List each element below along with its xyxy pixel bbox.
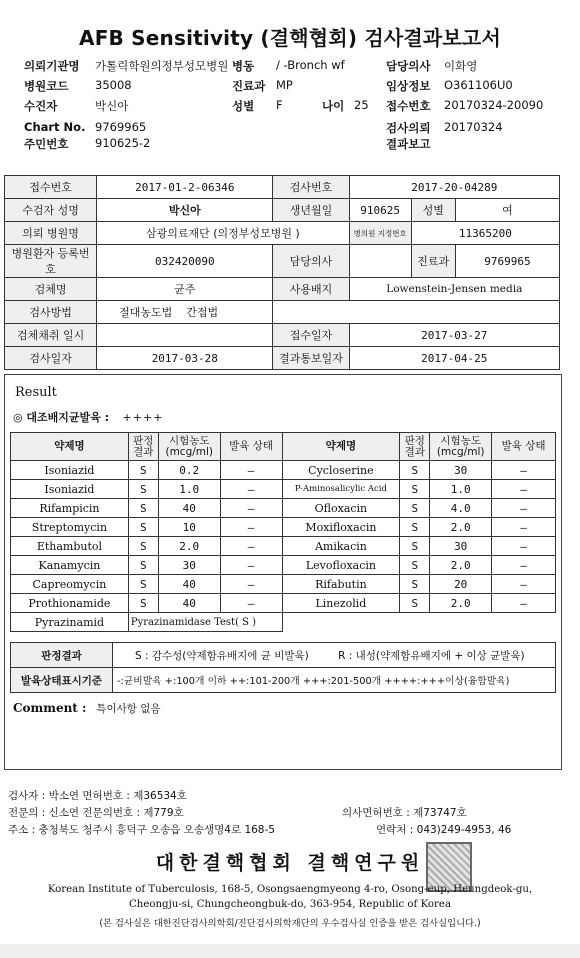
drug-name: Isoniazid [11, 480, 129, 499]
dept: 9769965 [455, 245, 559, 278]
drug-result: S [128, 518, 158, 537]
culture-growth [13, 409, 163, 425]
dept-label: 진료과 [232, 79, 266, 93]
table-row [11, 518, 556, 537]
table-row [11, 461, 556, 480]
judge-s: S : 감수성(약제함유배지에 균 비발육) [135, 649, 309, 662]
result-heading: Result [15, 385, 57, 400]
drug-result: S [128, 575, 158, 594]
drug-concentration: 4.0 [430, 499, 492, 518]
col-conc: 시험농도 (mcg/ml) [430, 433, 492, 461]
table-row [11, 480, 556, 499]
col-judge: 판정 결과 [128, 433, 158, 461]
drug-concentration: 40 [158, 499, 220, 518]
sex-value: F [276, 98, 283, 112]
method-2: 간접법 [186, 306, 219, 319]
drug-growth: – [492, 575, 556, 594]
drug-concentration: 30 [430, 461, 492, 480]
ward-value: / -Bronch wf [276, 58, 345, 72]
col-conc: 시험농도 (mcg/ml) [158, 433, 220, 461]
doctor-value: 이화영 [444, 59, 478, 73]
growth-legend: -:균비발육 +:100개 이하 ++:101-200개 +++:201-500개 ++++:+++이상(융합발육) [113, 668, 556, 693]
reg-label: 병원환자 등록번호 [5, 245, 97, 278]
drug-growth: – [492, 499, 556, 518]
drug-growth: – [492, 480, 556, 499]
judge-legend [113, 643, 556, 668]
report-label: 결과보고 [386, 137, 431, 151]
drug-result: S [400, 480, 430, 499]
name-label: 수검자 성명 [5, 199, 97, 222]
receipt-value: 20170324-20090 [444, 98, 544, 112]
method-label: 검사방법 [5, 301, 97, 324]
medium-label: 사용배지 [273, 278, 349, 301]
drug-result: S [128, 499, 158, 518]
hospital: 삼광의료재단 (의정부성모병원 ) [97, 222, 349, 245]
accept: 2017-03-27 [349, 324, 559, 347]
drug-concentration: 2.0 [430, 518, 492, 537]
method-blank [273, 301, 560, 324]
drug-name: Moxifloxacin [282, 518, 400, 537]
contact-line: 연락처 : 043)249-4953, 46 [376, 824, 512, 836]
doctor-label: 담당의사 [273, 245, 349, 278]
certification-note: (본 검사실은 대한진단검사의학회/진단검사의학재단의 우수검사실 인증을 받은 검사실입니다.) [99, 918, 481, 929]
notify: 2017-04-25 [349, 347, 559, 370]
drug-growth: – [492, 556, 556, 575]
drug-result: S [400, 575, 430, 594]
col-growth: 발육 상태 [220, 433, 282, 461]
drug-growth: – [220, 461, 282, 480]
drug-concentration: 0.2 [158, 461, 220, 480]
drug-name: Ethambutol [11, 537, 129, 556]
drug-result: S [128, 537, 158, 556]
drug-name: Kanamycin [11, 556, 129, 575]
table-row [11, 594, 556, 613]
patient-label: 수진자 [24, 99, 58, 113]
drug-name: Amikacin [282, 537, 400, 556]
designated: 11365200 [411, 222, 559, 245]
method [97, 301, 273, 324]
chart-label: Chart No. [24, 120, 86, 134]
comment-label: Comment : [13, 701, 87, 715]
sex: 여 [455, 199, 559, 222]
age-label: 나이 [322, 99, 345, 113]
drug-growth: – [220, 594, 282, 613]
drug-result: S [400, 556, 430, 575]
drug-result: S [400, 518, 430, 537]
drug-growth: – [220, 556, 282, 575]
table-row [11, 575, 556, 594]
doctor [349, 245, 411, 278]
org-address-en-1: Korean Institute of Tuberculosis, 168-5, Osongsaengmyeong 4-ro, Osong-eup, Heungdeok-gu, [47, 884, 533, 895]
drug-concentration: 40 [158, 575, 220, 594]
collect [97, 324, 273, 347]
drug-concentration: 2.0 [430, 594, 492, 613]
rrn-label: 주민번호 [24, 137, 69, 151]
col-drug: 약제명 [11, 433, 129, 461]
sex-label: 성별 [411, 199, 455, 222]
drug-result: S [128, 594, 158, 613]
judge-r: R : 내성(약제함유배지에 + 이상 균발육) [338, 649, 525, 662]
drug-name: Cycloserine [282, 461, 400, 480]
method-1: 절대농도법 [119, 306, 173, 319]
patient-value: 박신아 [95, 99, 129, 113]
drug-name: Linezolid [282, 594, 400, 613]
comment [13, 701, 161, 716]
specimen: 균주 [97, 278, 273, 301]
drug-name: Pyrazinamid [11, 613, 129, 632]
legend-table [10, 642, 556, 693]
culture-value: ++++ [122, 411, 164, 424]
table-row [11, 499, 556, 518]
page-bottom-bar [0, 944, 580, 958]
drug-concentration: 2.0 [430, 556, 492, 575]
institution-label: 의뢰기관명 [24, 59, 80, 73]
tester-line: 검사자 : 박소연 면허번호 : 제36534호 [8, 790, 187, 802]
table-row [11, 537, 556, 556]
birth-label: 생년월일 [273, 199, 349, 222]
empty-cell [282, 613, 556, 632]
receipt-no-label: 접수번호 [5, 176, 97, 199]
drug-growth: – [492, 518, 556, 537]
drug-growth: – [492, 594, 556, 613]
col-drug: 약제명 [282, 433, 400, 461]
drug-growth: – [492, 537, 556, 556]
drug-growth: – [492, 461, 556, 480]
dept-value: MP [276, 78, 293, 92]
birth: 910625 [349, 199, 411, 222]
test-no-label: 검사번호 [273, 176, 349, 199]
col-judge: 판정 결과 [400, 433, 430, 461]
drug-growth: – [220, 499, 282, 518]
testdate: 2017-03-28 [97, 347, 273, 370]
drug-growth: – [220, 480, 282, 499]
patient-name: 박신아 [97, 199, 273, 222]
chart-value: 9769965 [95, 120, 147, 134]
specimen-info-table [4, 175, 560, 370]
testdate-label: 검사일자 [5, 347, 97, 370]
comment-value: 특이사항 없음 [96, 703, 161, 715]
test-no: 2017-20-04289 [349, 176, 559, 199]
drug-concentration: 30 [158, 556, 220, 575]
accept-label: 접수일자 [273, 324, 349, 347]
report-title: AFB Sensitivity (결핵협회) 검사결과보고서 [79, 26, 501, 50]
institution-value: 가톨릭학원의정부성모병원 [95, 59, 229, 73]
drug-name: Rifampicin [11, 499, 129, 518]
drug-concentration: 10 [158, 518, 220, 537]
sex-label: 성별 [232, 99, 255, 113]
drug-name: Levofloxacin [282, 556, 400, 575]
susceptibility-table [10, 432, 556, 632]
drug-growth: – [220, 518, 282, 537]
rrn-value: 910625-2 [95, 136, 151, 150]
pza-result: Pyrazinamidase Test( S ) [128, 613, 282, 632]
clinical-value: O361106U0 [444, 78, 513, 92]
drug-result: S [400, 594, 430, 613]
drug-growth: – [220, 537, 282, 556]
result-box [4, 374, 562, 770]
age-value: 25 [354, 98, 369, 112]
table-row [11, 613, 556, 632]
drug-growth: – [220, 575, 282, 594]
reg: 032420090 [97, 245, 273, 278]
drug-concentration: 40 [158, 594, 220, 613]
drug-name: P-Aminosalicylic Acid [282, 480, 400, 499]
hospital-code-label: 병원코드 [24, 79, 69, 93]
drug-name: Ofloxacin [282, 499, 400, 518]
specialist-line: 전문의 : 신소연 전문의번호 : 제779호 [8, 807, 184, 819]
drug-result: S [400, 461, 430, 480]
medium: Lowenstein-Jensen media [349, 278, 559, 301]
drug-concentration: 20 [430, 575, 492, 594]
request-label: 검사의뢰 [386, 121, 431, 135]
drug-result: S [400, 537, 430, 556]
table-row [11, 556, 556, 575]
hospital-code-value: 35008 [95, 78, 132, 92]
drug-name: Streptomycin [11, 518, 129, 537]
receipt-no: 2017-01-2-06346 [97, 176, 273, 199]
dept-label: 진료과 [411, 245, 455, 278]
hospital-label: 의뢰 병원명 [5, 222, 97, 245]
collect-label: 검체채취 일시 [5, 324, 97, 347]
drug-name: Isoniazid [11, 461, 129, 480]
col-growth: 발육 상태 [492, 433, 556, 461]
license-line: 의사면허번호 : 제73747호 [342, 807, 467, 819]
drug-name: Prothionamide [11, 594, 129, 613]
org-name: 대한결핵협회 결핵연구원 [155, 852, 425, 874]
designated-label: 병의원 지정번호 [349, 222, 411, 245]
growth-legend-label: 발육상태표시기준 [11, 668, 113, 693]
specimen-label: 검체명 [5, 278, 97, 301]
receipt-label: 접수번호 [386, 99, 431, 113]
request-value: 20170324 [444, 120, 503, 134]
notify-label: 결과통보일자 [273, 347, 349, 370]
drug-concentration: 1.0 [430, 480, 492, 499]
drug-result: S [128, 461, 158, 480]
judge-label: 판정결과 [11, 643, 113, 668]
drug-name: Rifabutin [282, 575, 400, 594]
drug-result: S [128, 480, 158, 499]
drug-name: Capreomycin [11, 575, 129, 594]
drug-concentration: 2.0 [158, 537, 220, 556]
drug-result: S [128, 556, 158, 575]
address-line: 주소 : 충청북도 청주시 흥덕구 오송읍 오송생명4로 168-5 [8, 824, 275, 836]
drug-concentration: 30 [430, 537, 492, 556]
doctor-label: 담당의사 [386, 59, 431, 73]
clinical-label: 임상정보 [386, 79, 431, 93]
culture-label: ◎ 대조배지균발육 : [13, 411, 110, 424]
drug-result: S [400, 499, 430, 518]
org-address-en-2: Cheongju-si, Chungcheongbuk-do, 363-954, Republic of Korea [128, 899, 452, 910]
drug-concentration: 1.0 [158, 480, 220, 499]
ward-label: 병동 [232, 59, 255, 73]
